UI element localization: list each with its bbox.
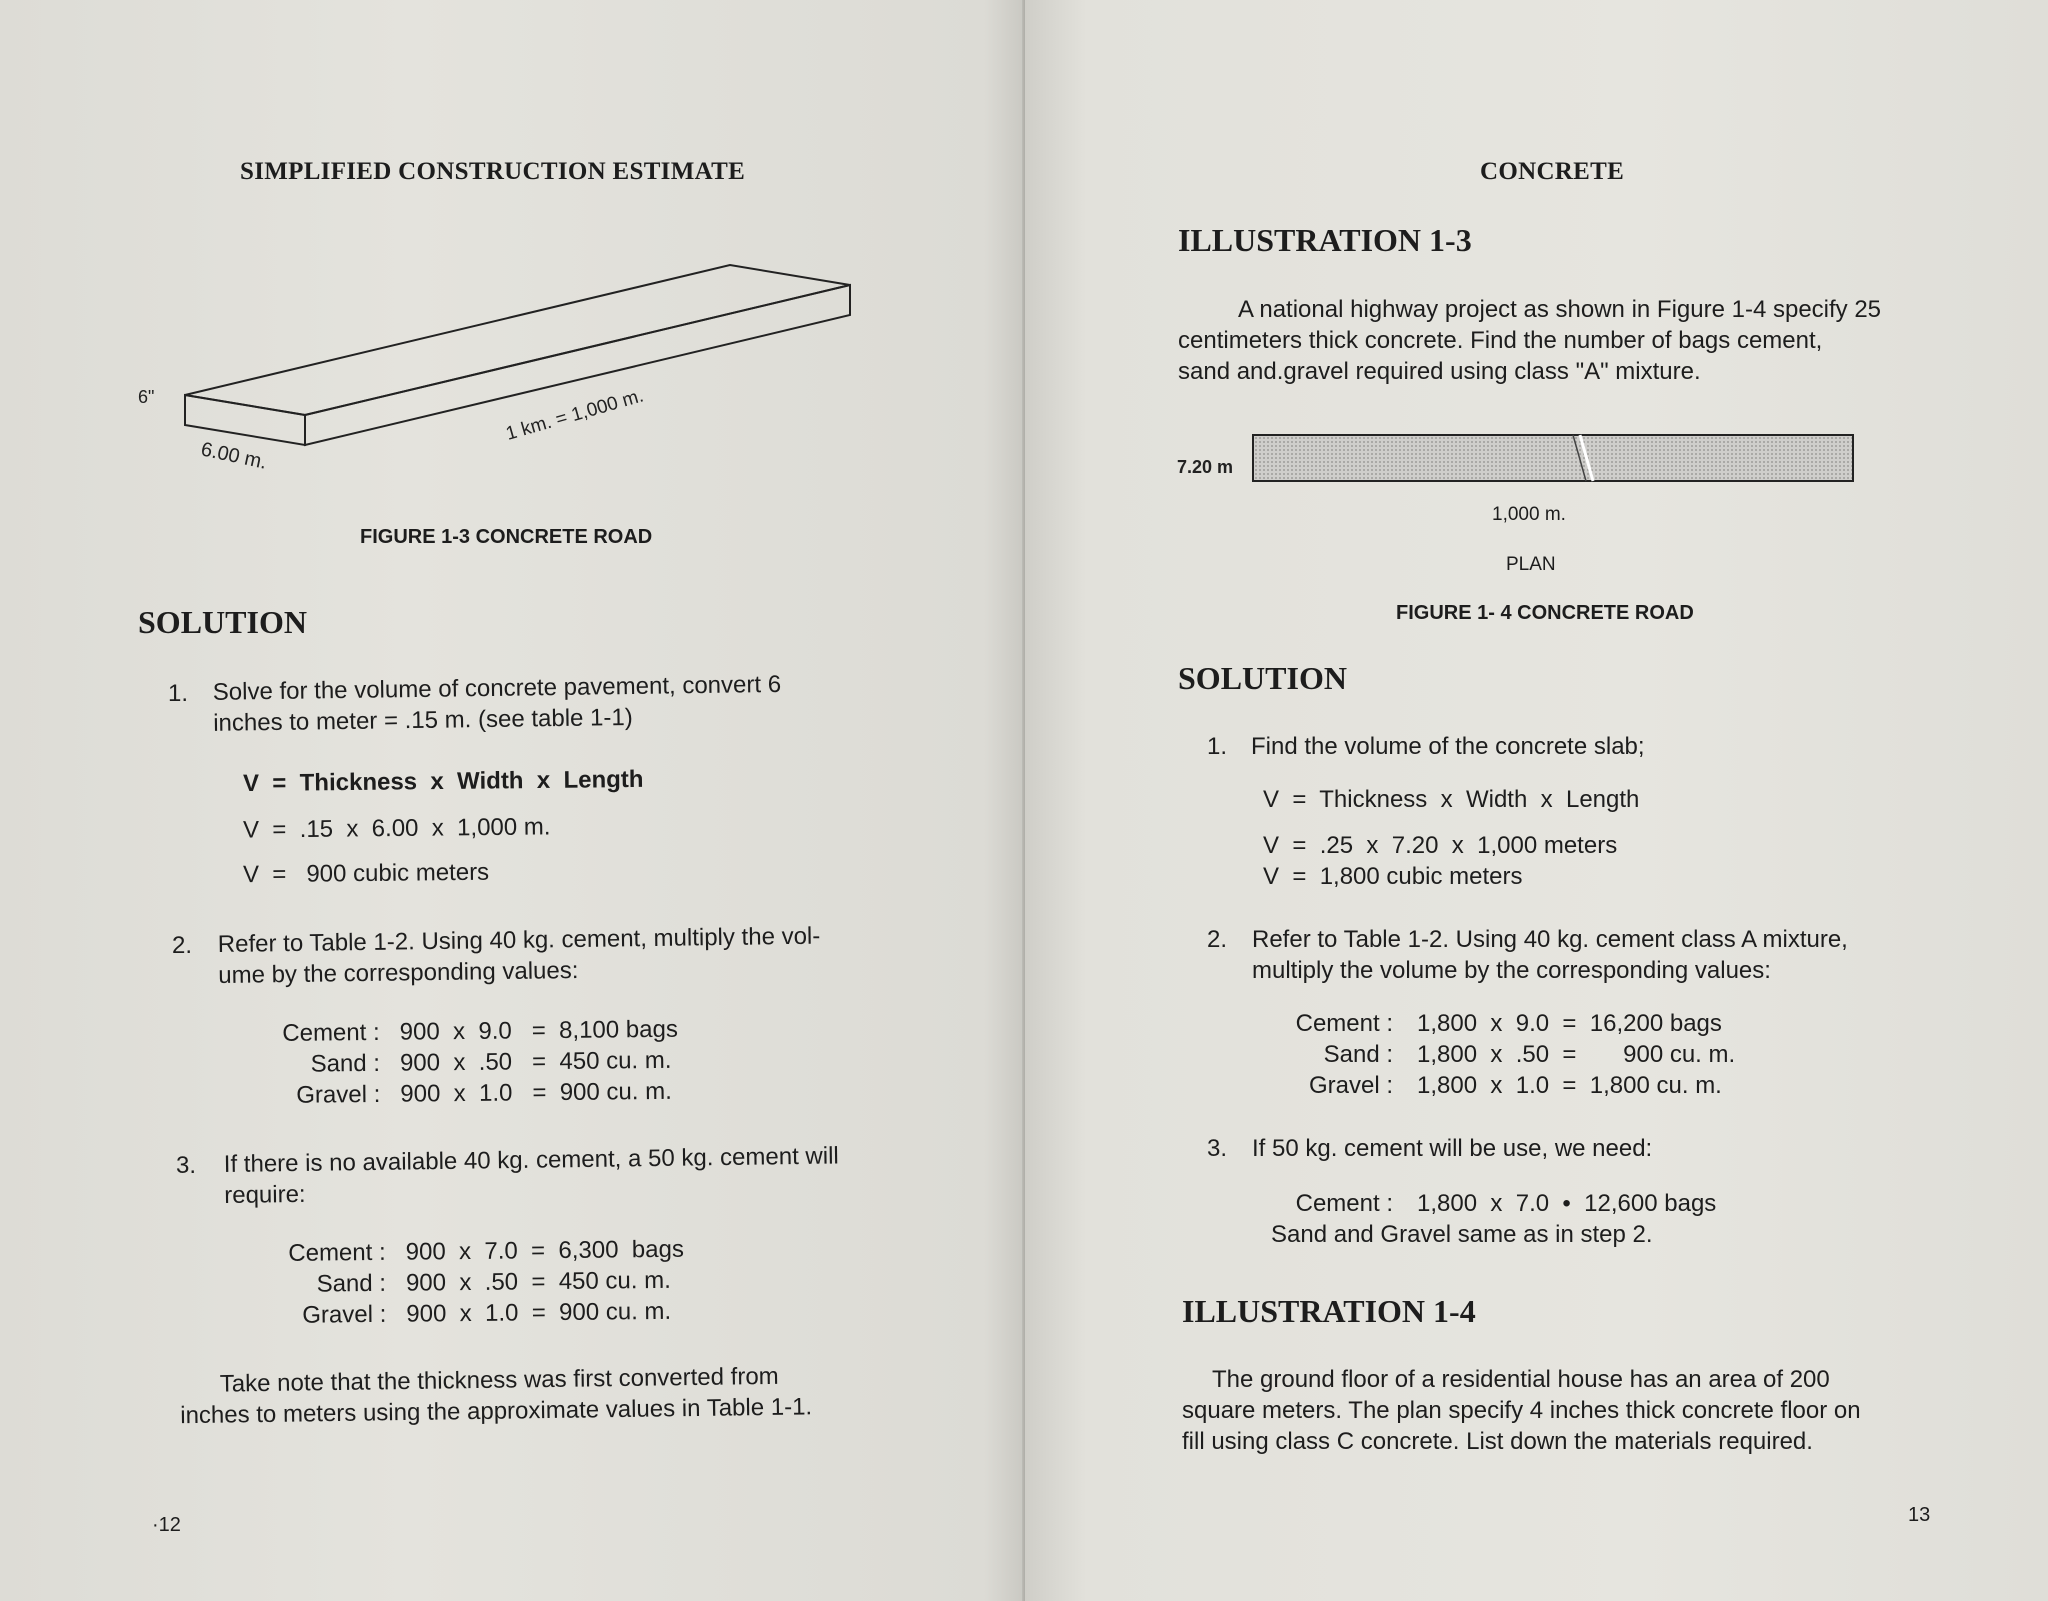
page-number: 13 (1908, 1504, 1931, 1526)
table-row (1263, 1188, 1716, 1219)
length-label: 1,000 m. (1492, 504, 1566, 525)
material-calc: 1,800 x 9.0 = 16,200 bags (1417, 1010, 1722, 1037)
step-number: 1. (1207, 733, 1228, 760)
step-text (1252, 924, 1972, 986)
problem-line: fill using class C concrete. List down the materials required. (1182, 1428, 1813, 1455)
material-calc: 900 x 9.0 = 8,100 bags (399, 1015, 679, 1046)
note-line: inches to meters using the approximate values in Table 1-1. (180, 1393, 813, 1430)
step-text-line: If there is no available 40 kg. cement, a 50 kg. cement will (223, 1142, 839, 1179)
step-number: 1. (168, 680, 189, 707)
step-number: 2. (172, 932, 193, 959)
material-calc: 900 x 1.0 = 900 cu. m. (400, 1077, 672, 1108)
step-text (218, 919, 939, 991)
material-calc: 900 x .50 = 450 cu. m. (405, 1266, 671, 1297)
material-label: Cement : (282, 1018, 380, 1047)
step-number: 3. (176, 1152, 197, 1179)
illustration-heading: ILLUSTRATION 1-4 (1182, 1293, 1476, 1329)
step-text-line: require: (224, 1180, 306, 1210)
material-calc: 900 x .50 = 450 cu. m. (399, 1046, 672, 1077)
figure-caption: FIGURE 1- 4 CONCRETE ROAD (1396, 602, 1694, 624)
material-label: Sand : (310, 1049, 381, 1078)
equation: V = 900 cubic meters (242, 858, 490, 889)
materials-table (248, 1014, 679, 1111)
table-row (1263, 1039, 1735, 1070)
running-header: SIMPLIFIED CONSTRUCTION ESTIMATE (240, 158, 746, 185)
page-number: ·12 (152, 1514, 181, 1536)
material-label: Sand : (1323, 1041, 1393, 1068)
equation: V = Thickness x Width x Length (1263, 786, 1640, 813)
materials-table (1263, 1188, 1716, 1250)
illustration-heading: ILLUSTRATION 1-3 (1178, 222, 1472, 258)
table-row (248, 1014, 679, 1050)
note-line: Take note that the thickness was first converted from (219, 1362, 779, 1398)
material-label: Gravel : (1308, 1072, 1393, 1099)
width-label: 7.20 m (1177, 457, 1234, 477)
materials-table (1263, 1008, 1735, 1101)
step-text-line: Refer to Table 1-2. Using 40 kg. cement class A mixture, (1252, 926, 1848, 953)
material-label: Gravel : (296, 1080, 381, 1109)
equation: V = 1,800 cubic meters (1263, 863, 1523, 890)
material-calc: 900 x 1.0 = 900 cu. m. (406, 1297, 672, 1328)
step-text-line: Refer to Table 1-2. Using 40 kg. cement, multiply the vol- (217, 922, 821, 959)
material-calc: 1,800 x .50 = 900 cu. m. (1417, 1041, 1736, 1068)
materials-table (250, 1234, 685, 1332)
length-label: 1 km. = 1,000 m. (503, 385, 646, 445)
table-row (1263, 1219, 1716, 1250)
problem-line: The ground floor of a residential house has an area of 200 (1212, 1366, 1830, 1393)
problem-paragraph (1182, 1364, 1942, 1457)
equation: V = Thickness x Width x Length (242, 765, 644, 798)
solution-heading: SOLUTION (1178, 660, 1347, 696)
table-row (250, 1265, 685, 1301)
problem-line: centimeters thick concrete. Find the number of bags cement, (1178, 327, 1823, 354)
concrete-road-figure (130, 255, 870, 495)
step-text: Find the volume of the concrete slab; (1251, 733, 1645, 760)
right-page (1025, 0, 2048, 1601)
material-label: Cement : (288, 1238, 386, 1267)
material-label: Gravel : (302, 1300, 387, 1329)
equation: V = .25 x 7.20 x 1,000 meters (1263, 832, 1618, 859)
running-header: CONCRETE (1480, 158, 1625, 185)
problem-line: square meters. The plan specify 4 inches thick concrete floor on (1182, 1397, 1861, 1424)
problem-line: A national highway project as shown in Figure 1-4 specify 25 (1238, 296, 1882, 323)
table-row (250, 1234, 685, 1270)
material-label: Sand : (316, 1269, 387, 1298)
table-row (250, 1296, 685, 1332)
step-text (213, 667, 904, 739)
material-label: Cement : (1295, 1010, 1393, 1037)
table-row (1263, 1008, 1735, 1039)
material-calc: 900 x 7.0 = 6,300 bags (405, 1235, 685, 1266)
step-number: 3. (1207, 1135, 1228, 1162)
equation: V = .15 x 6.00 x 1,000 m. (242, 813, 551, 844)
problem-paragraph (1178, 294, 1938, 387)
step-text-line: inches to meter = .15 m. (see table 1-1) (213, 703, 633, 737)
plan-label: PLAN (1506, 554, 1556, 575)
step-text-line: ume by the corresponding values: (218, 956, 579, 990)
figure-caption: FIGURE 1-3 CONCRETE ROAD (360, 526, 653, 548)
table-row (248, 1045, 679, 1081)
step-text-line: Solve for the volume of concrete pavement, convert 6 (212, 670, 782, 706)
road-plan-figure (1175, 425, 1895, 495)
thickness-label: 6" (138, 387, 155, 407)
step-text-line: multiply the volume by the corresponding values: (1252, 957, 1771, 984)
step-number: 2. (1207, 926, 1228, 953)
material-calc: 1,800 x 7.0 • 12,600 bags (1417, 1190, 1717, 1217)
step-text (224, 1139, 945, 1211)
width-label: 6.00 m. (198, 438, 269, 474)
solution-heading: SOLUTION (138, 604, 307, 640)
step-text: If 50 kg. cement will be use, we need: (1252, 1135, 1653, 1162)
table-row (248, 1076, 679, 1112)
table-row (1263, 1070, 1735, 1101)
step-note: Sand and Gravel same as in step 2. (1271, 1221, 1653, 1248)
material-calc: 1,800 x 1.0 = 1,800 cu. m. (1417, 1072, 1722, 1099)
problem-line: sand and.gravel required using class "A" mixture. (1178, 358, 1701, 385)
material-label: Cement : (1295, 1190, 1393, 1217)
note-paragraph (180, 1359, 921, 1431)
